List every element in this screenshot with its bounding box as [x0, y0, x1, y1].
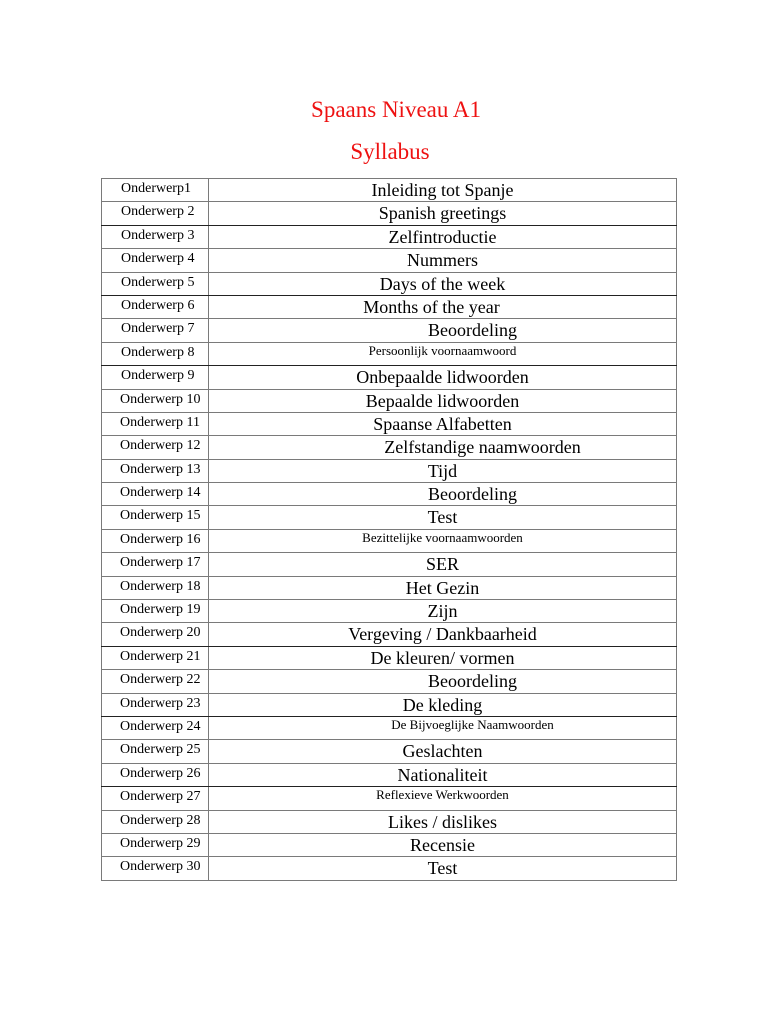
- table-row: [102, 202, 677, 225]
- topic-number: Onderwerp 25: [102, 740, 209, 763]
- syllabus-table: [101, 178, 677, 881]
- topic-number: Onderwerp 14: [102, 483, 209, 506]
- table-row: [102, 787, 677, 810]
- topic-number: Onderwerp 17: [102, 553, 209, 576]
- topic-number: Onderwerp 16: [102, 529, 209, 552]
- topic-number: Onderwerp 11: [102, 412, 209, 435]
- topic-title: SER: [209, 553, 677, 576]
- table-row: [102, 646, 677, 669]
- topic-number: Onderwerp 27: [102, 787, 209, 810]
- topic-number: Onderwerp 6: [102, 295, 209, 318]
- topic-title: Nummers: [209, 249, 677, 272]
- table-row: [102, 179, 677, 202]
- table-row: [102, 295, 677, 318]
- topic-number: Onderwerp 24: [102, 716, 209, 739]
- topic-number: Onderwerp 2: [102, 202, 209, 225]
- table-row: [102, 459, 677, 482]
- topic-title: Nationaliteit: [209, 763, 677, 786]
- topic-title: Months of the year: [209, 295, 677, 318]
- topic-number: Onderwerp 15: [102, 506, 209, 529]
- topic-number: Onderwerp 22: [102, 670, 209, 693]
- table-row: [102, 225, 677, 248]
- document-subtitle: Syllabus: [350, 139, 430, 164]
- topic-title: Het Gezin: [209, 576, 677, 599]
- table-row: [102, 553, 677, 576]
- table-row: [102, 600, 677, 623]
- table-row: [102, 483, 677, 506]
- table-row: [102, 506, 677, 529]
- topic-title: De Bijvoeglijke Naamwoorden: [209, 716, 677, 739]
- topic-title: Zelfintroductie: [209, 225, 677, 248]
- topic-title: De kleuren/ vormen: [209, 646, 677, 669]
- topic-title: Days of the week: [209, 272, 677, 295]
- topic-title: Spanish greetings: [209, 202, 677, 225]
- topic-number: Onderwerp 13: [102, 459, 209, 482]
- topic-title: Bepaalde lidwoorden: [209, 389, 677, 412]
- topic-number: Onderwerp 21: [102, 646, 209, 669]
- topic-title: De kleding: [209, 693, 677, 716]
- topic-title: Reflexieve Werkwoorden: [209, 787, 677, 810]
- topic-title: Bezittelijke voornaamwoorden: [209, 529, 677, 552]
- topic-title: Onbepaalde lidwoorden: [209, 366, 677, 389]
- topic-number: Onderwerp 23: [102, 693, 209, 716]
- topic-number: Onderwerp 18: [102, 576, 209, 599]
- table-row: [102, 319, 677, 342]
- table-row: [102, 272, 677, 295]
- topic-number: Onderwerp 19: [102, 600, 209, 623]
- topic-number: Onderwerp 5: [102, 272, 209, 295]
- document-title: Spaans Niveau A1: [311, 97, 481, 122]
- table-row: [102, 249, 677, 272]
- topic-title: Recensie: [209, 833, 677, 856]
- topic-title: Zelfstandige naamwoorden: [209, 436, 677, 459]
- topic-number: Onderwerp 3: [102, 225, 209, 248]
- table-row: [102, 740, 677, 763]
- topic-number: Onderwerp 30: [102, 857, 209, 880]
- topic-number: Onderwerp 9: [102, 366, 209, 389]
- topic-title: Likes / dislikes: [209, 810, 677, 833]
- table-row: [102, 412, 677, 435]
- topic-number: Onderwerp1: [102, 179, 209, 202]
- table-row: [102, 529, 677, 552]
- topic-title: Vergeving / Dankbaarheid: [209, 623, 677, 646]
- topic-title: Geslachten: [209, 740, 677, 763]
- topic-number: Onderwerp 4: [102, 249, 209, 272]
- table-row: [102, 857, 677, 880]
- table-row: [102, 389, 677, 412]
- topic-title: Test: [209, 506, 677, 529]
- topic-number: Onderwerp 10: [102, 389, 209, 412]
- topic-title: Tijd: [209, 459, 677, 482]
- table-row: [102, 436, 677, 459]
- topic-title: Zijn: [209, 600, 677, 623]
- topic-title: Inleiding tot Spanje: [209, 179, 677, 202]
- topic-number: Onderwerp 26: [102, 763, 209, 786]
- topic-title: Beoordeling: [209, 483, 677, 506]
- topic-number: Onderwerp 7: [102, 319, 209, 342]
- topic-title: Persoonlijk voornaamwoord: [209, 342, 677, 365]
- table-row: [102, 810, 677, 833]
- topic-title: Spaanse Alfabetten: [209, 412, 677, 435]
- table-row: [102, 366, 677, 389]
- table-row: [102, 693, 677, 716]
- topic-number: Onderwerp 29: [102, 833, 209, 856]
- table-row: [102, 342, 677, 365]
- topic-title: Beoordeling: [209, 319, 677, 342]
- topic-number: Onderwerp 12: [102, 436, 209, 459]
- table-row: [102, 623, 677, 646]
- table-row: [102, 670, 677, 693]
- table-row: [102, 716, 677, 739]
- topic-title: Beoordeling: [209, 670, 677, 693]
- topic-number: Onderwerp 20: [102, 623, 209, 646]
- topic-number: Onderwerp 28: [102, 810, 209, 833]
- topic-number: Onderwerp 8: [102, 342, 209, 365]
- topic-title: Test: [209, 857, 677, 880]
- table-row: [102, 576, 677, 599]
- table-row: [102, 833, 677, 856]
- table-row: [102, 763, 677, 786]
